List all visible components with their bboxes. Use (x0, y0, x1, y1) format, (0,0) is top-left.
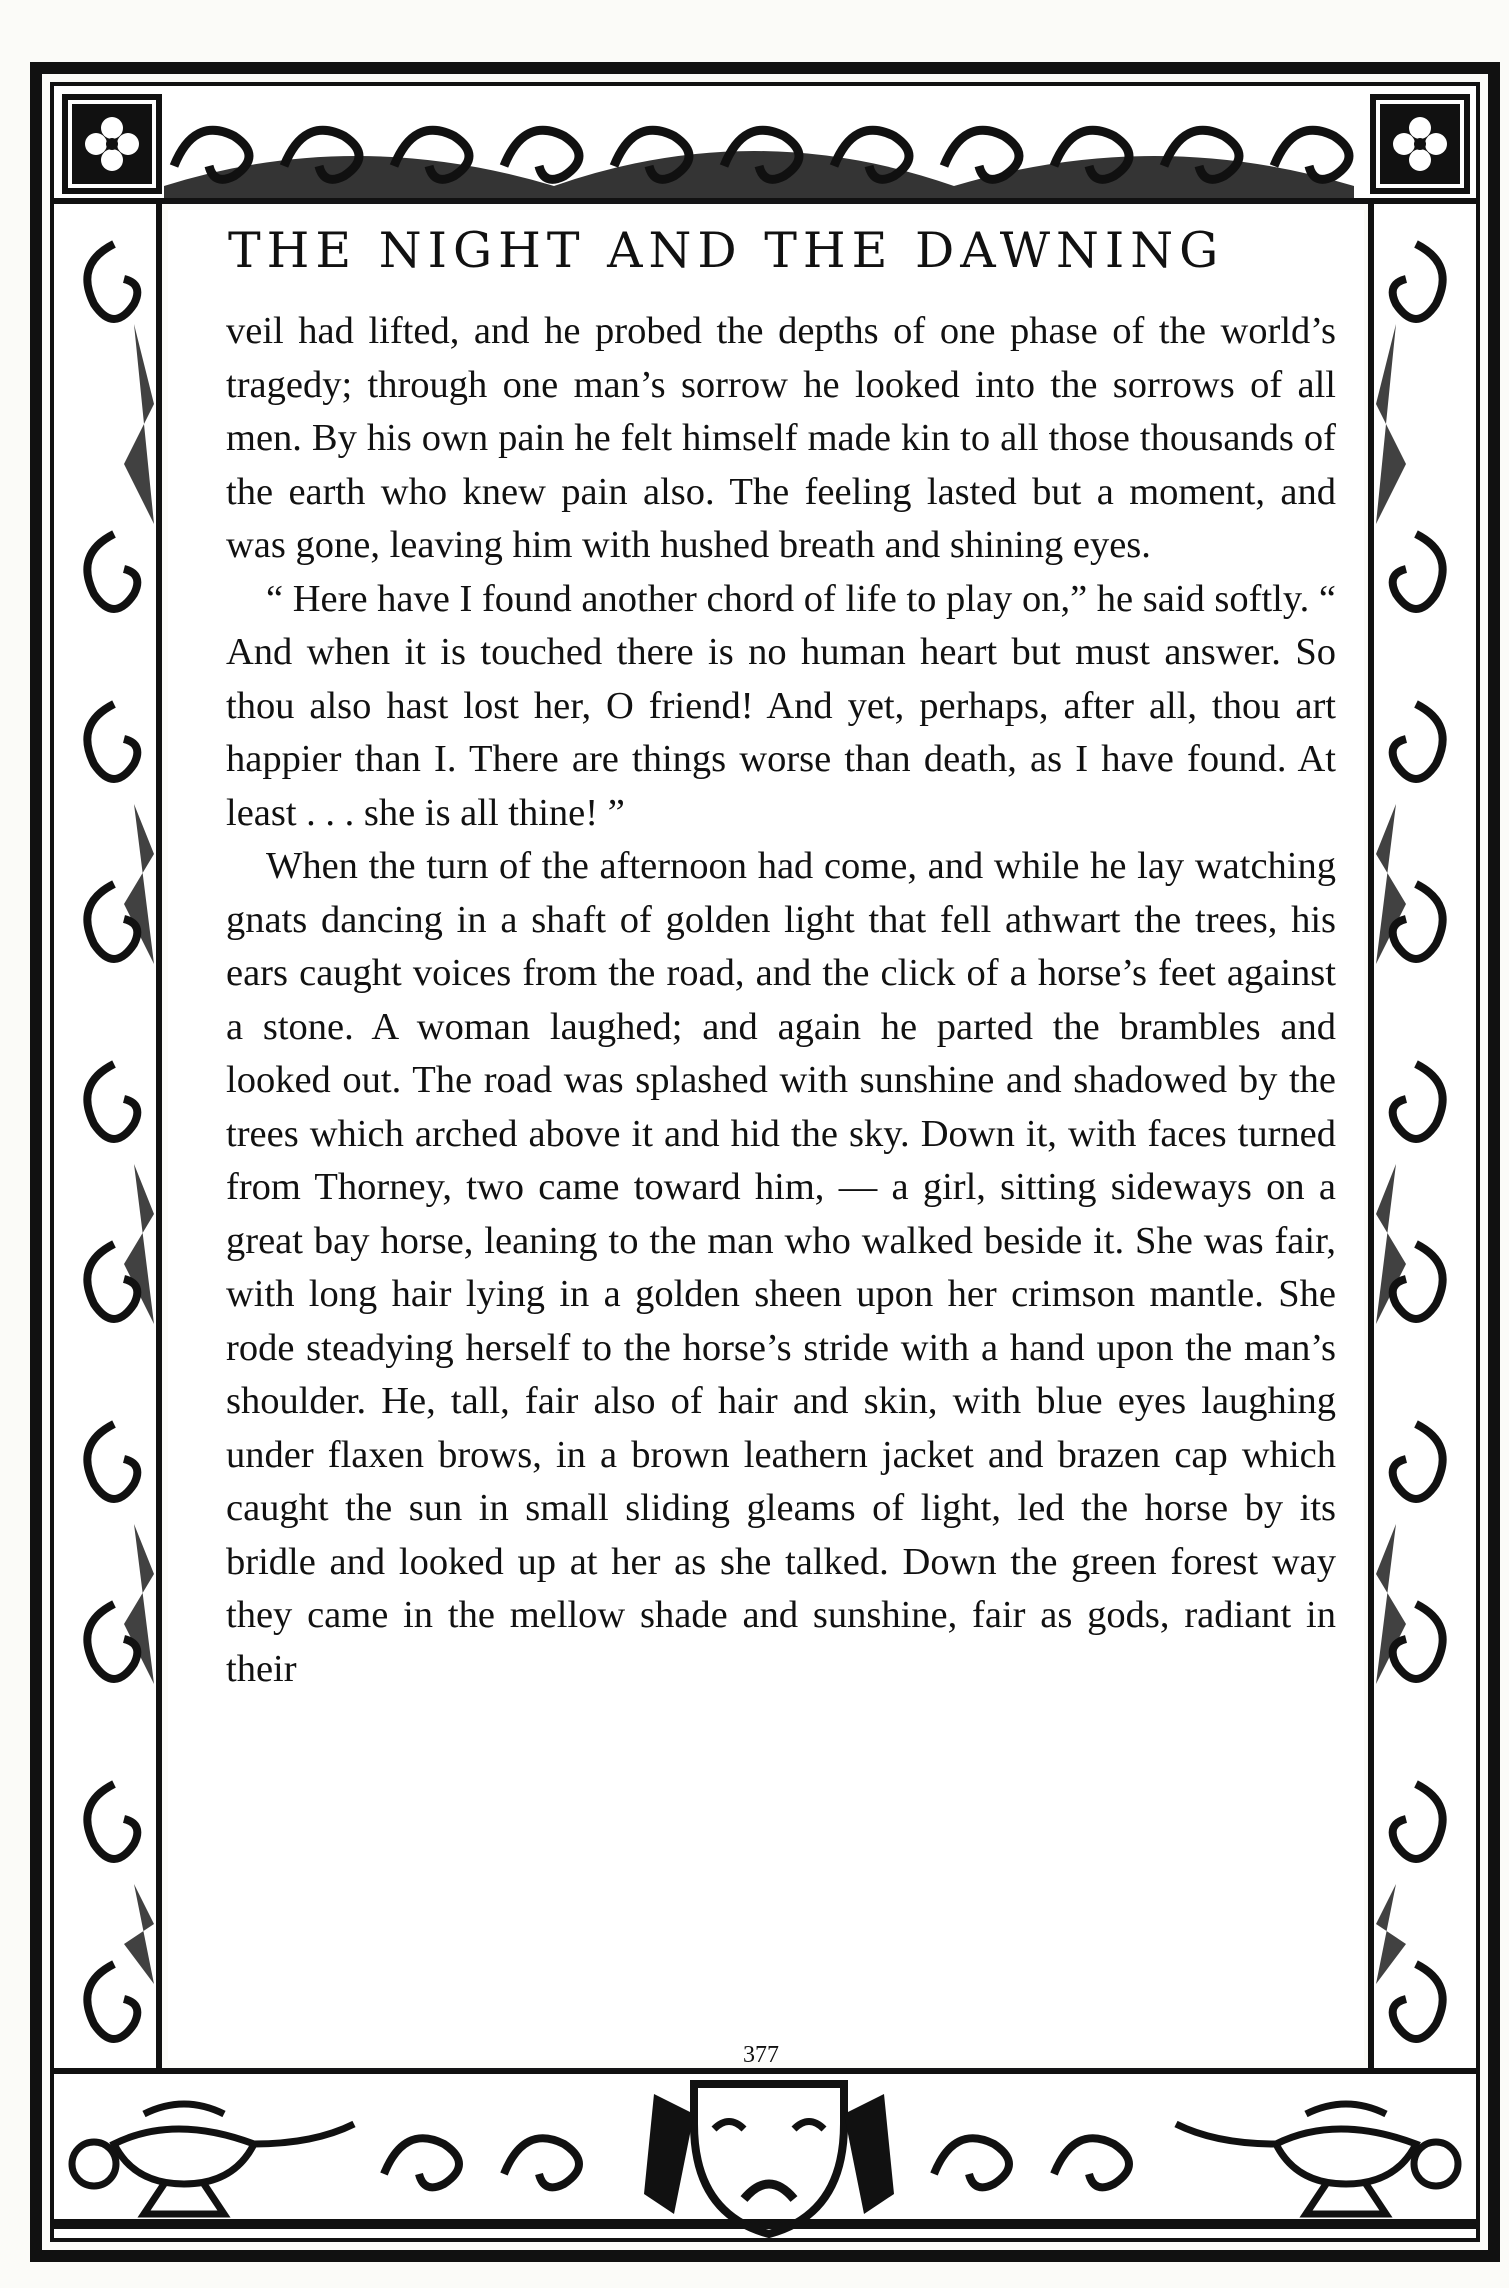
corner-rosette-top-right (1370, 94, 1470, 194)
paragraph: veil had lifted, and he probed the depths of one phase of the world’s tragedy; through one man’s sorrow he looked into the sorrows of all men. By his own pain he felt himself made kin to all those thousands of the earth who knew pain also. The feeling lasted but a moment, and was gone, leaving him with hushed breath and shining eyes. (226, 310, 1336, 566)
running-head: THE NIGHT AND THE DAWNING (228, 222, 1225, 279)
page-number: 377 (743, 2042, 779, 2068)
scroll-ornament-left (54, 204, 156, 2068)
scroll-ornament-top (54, 86, 1476, 198)
bottom-ornament-band (54, 2068, 1476, 2238)
body-text (226, 305, 1336, 1696)
lamps-and-mask-ornament (54, 2074, 1476, 2238)
paragraph: “ Here have I found another chord of life to play on,” he said softly. “ And when it is touched there is no human heart but must answer. So thou also hast lost her, O friend! And yet, perhaps, after all, thou art happier than I. There are things worse than death, as I have found. At least . . . she is all thine! ” (226, 577, 1336, 834)
text-block (168, 210, 1364, 2068)
rosette-icon (62, 94, 162, 194)
top-ornament-band (54, 86, 1476, 204)
paragraph: When the turn of the afternoon had come, and while he lay watching gnats dancing in a shaft of golden light that fell athwart the trees, his ears caught voices from the road, and the click of a horse’s feet against a stone. A woman laughed; and again he parted the brambles and looked out. The road was splashed with sunshine and shadowed by the trees which arched above it and hid the sky. Down it, with faces turned from Thorney, two came toward him, — a girl, sitting sideways on a great bay horse, leaning to the man who walked beside it. She was fair, with long hair lying in a golden sheen upon her crimson mantle. She rode steadying herself to the horse’s stride with a hand upon the man’s shoulder. He, tall, fair also of hair and skin, with blue eyes laughing under flaxen brows, in a brown leathern jacket and brazen cap which caught the sun in small sliding gleams of light, led the horse by its bridle and looked up at her as she talked. Down the green forest way they came in the mellow shade and sunshine, fair as gods, radiant in their (226, 845, 1336, 1690)
left-ornament-band (54, 204, 162, 2068)
rosette-icon (1370, 94, 1470, 194)
scroll-ornament-right (1374, 204, 1476, 2068)
corner-rosette-top-left (62, 94, 162, 194)
right-ornament-band (1368, 204, 1476, 2068)
